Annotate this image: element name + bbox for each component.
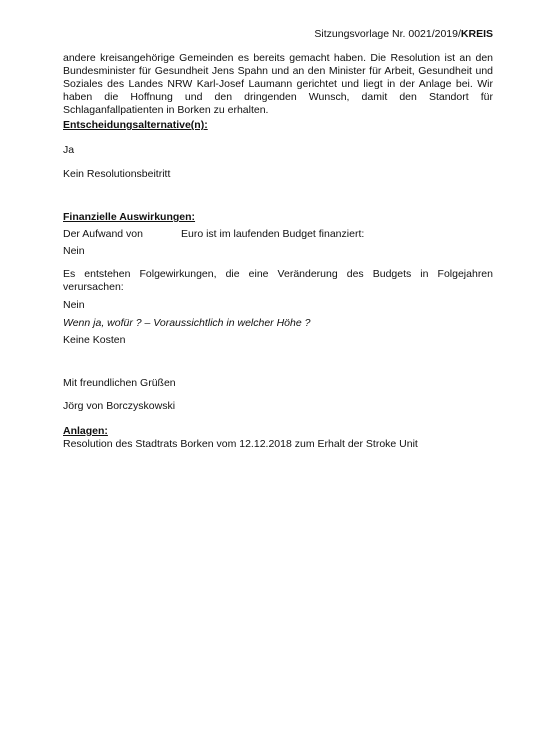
intro-paragraph: andere kreisangehörige Gemeinden es bereits gemacht haben. Die Resolution ist an den Bundesminister für Gesundheit Jens Spahn und an den Minister für Arbeit, Gesundheit und Soziales des Landes NRW Karl-Josef Laumann gerichtet und liegt in der Anlage bei. Wir haben die Hoffnung und den dringenden Wunsch, damit den Standort für Schlaganfallpatienten in Borken zu erhalten.: [63, 52, 493, 116]
finance-folgewirkungen: Es entstehen Folgewirkungen, die eine Veränderung des Budgets in Folgejahren verursachen:: [63, 268, 493, 293]
finance-costs: Keine Kosten: [63, 334, 126, 346]
aufwand-label: Der Aufwand von: [63, 228, 143, 240]
finance-aufwand: [63, 228, 493, 241]
finance-question: Wenn ja, wofür ? – Voraussichtlich in welcher Höhe ?: [63, 317, 311, 329]
alternatives-heading: Entscheidungsalternative(n):: [63, 119, 208, 131]
finance-heading: Finanzielle Auswirkungen:: [63, 211, 196, 223]
alternative-item-ja: Ja: [63, 144, 75, 156]
alternative-item-kein: Kein Resolutionsbeitritt: [63, 168, 171, 180]
attachments-heading: Anlagen:: [63, 425, 108, 437]
header-prefix: Sitzungsvorlage Nr. 0021/2019/: [314, 28, 461, 40]
document-header: [314, 28, 493, 40]
document-body: [63, 52, 493, 451]
finance-answer-1: Nein: [63, 245, 85, 257]
attachment-item: Resolution des Stadtrats Borken vom 12.12.2018 zum Erhalt der Stroke Unit: [63, 438, 418, 450]
closing-greeting: Mit freundlichen Grüßen: [63, 377, 176, 389]
finance-answer-2: Nein: [63, 299, 85, 311]
closing-name: Jörg von Borczyskowski: [63, 400, 176, 412]
aufwand-rest: Euro ist im laufenden Budget finanziert:: [181, 228, 365, 240]
header-suffix: KREIS: [460, 28, 493, 40]
